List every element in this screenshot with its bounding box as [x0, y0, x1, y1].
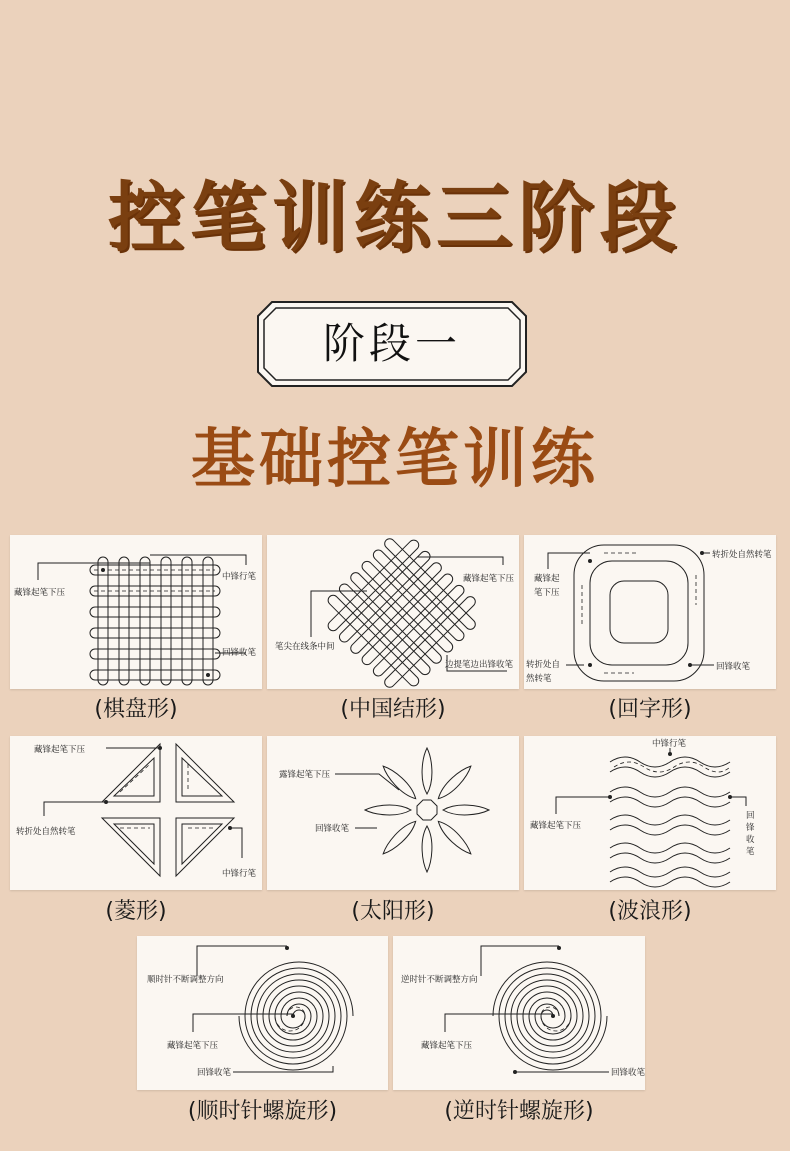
annotation: 逆时针不断调整方向	[401, 975, 478, 985]
annotation: 转折处自然转笔	[16, 827, 76, 837]
annotation: 藏锋起	[534, 574, 560, 584]
annotation: 回锋收笔	[222, 648, 257, 658]
annotation: 笔尖在线条中间	[275, 642, 335, 652]
panel-checkerboard	[10, 535, 262, 689]
caption: (回字形)	[608, 697, 692, 722]
panel-hui-shape	[524, 535, 776, 689]
panel-chinese-knot	[267, 535, 519, 689]
caption: (波浪形)	[608, 899, 692, 924]
wave-diagram	[524, 736, 776, 890]
chinese-knot-diagram	[267, 535, 519, 689]
sun-diagram	[267, 736, 519, 890]
annotation: 藏锋起笔下压	[34, 745, 86, 755]
annotation: 中锋行笔	[222, 572, 257, 582]
page-title: 控笔训练三阶段	[108, 173, 682, 262]
panel-counterclockwise-spiral	[393, 936, 645, 1090]
annotation: 笔下压	[534, 588, 560, 598]
annotation: 收	[746, 835, 755, 845]
annotation: 藏锋起笔下压	[421, 1041, 473, 1051]
annotation: 回锋收笔	[197, 1068, 232, 1078]
caption: (逆时针螺旋形)	[444, 1099, 594, 1124]
annotation: 中锋行笔	[222, 869, 257, 879]
stage-badge	[256, 300, 528, 388]
annotation: 藏锋起笔下压	[530, 821, 582, 831]
annotation: 笔	[746, 847, 755, 857]
annotation: 藏锋起笔下压	[167, 1041, 219, 1051]
annotation: 露锋起笔下压	[279, 770, 331, 780]
annotation: 然转笔	[526, 674, 552, 684]
section-subtitle: 基础控笔训练	[191, 423, 599, 497]
diamond-diagram	[10, 736, 262, 890]
annotation: 藏锋起笔下压	[463, 574, 515, 584]
annotation: 转折处自	[526, 660, 561, 670]
checkerboard-diagram	[10, 535, 262, 689]
counterclockwise-spiral-diagram	[393, 936, 645, 1090]
annotation: 回锋收笔	[716, 662, 751, 672]
annotation: 锋	[746, 823, 755, 833]
annotation: 回锋收笔	[611, 1068, 645, 1078]
caption: (中国结形)	[340, 697, 446, 722]
stage-label: 阶段一	[322, 319, 461, 368]
annotation: 藏锋起笔下压	[14, 588, 66, 598]
annotation: 回锋收笔	[315, 824, 350, 834]
panel-clockwise-spiral	[137, 936, 388, 1090]
annotation: 边提笔边出锋收笔	[445, 660, 514, 670]
annotation: 转折处自然转笔	[712, 550, 772, 560]
hui-shape-diagram	[524, 535, 776, 689]
caption: (顺时针螺旋形)	[187, 1099, 338, 1124]
panel-diamond	[10, 736, 262, 890]
caption: (太阳形)	[351, 899, 435, 924]
clockwise-spiral-diagram	[137, 936, 388, 1090]
caption: (菱形)	[105, 899, 167, 924]
annotation: 回	[746, 811, 755, 821]
annotation: 顺时针不断调整方向	[147, 975, 224, 985]
panel-wave	[524, 736, 776, 890]
panel-sun	[267, 736, 519, 890]
caption: (棋盘形)	[94, 697, 178, 722]
annotation: 中锋行笔	[652, 739, 687, 749]
